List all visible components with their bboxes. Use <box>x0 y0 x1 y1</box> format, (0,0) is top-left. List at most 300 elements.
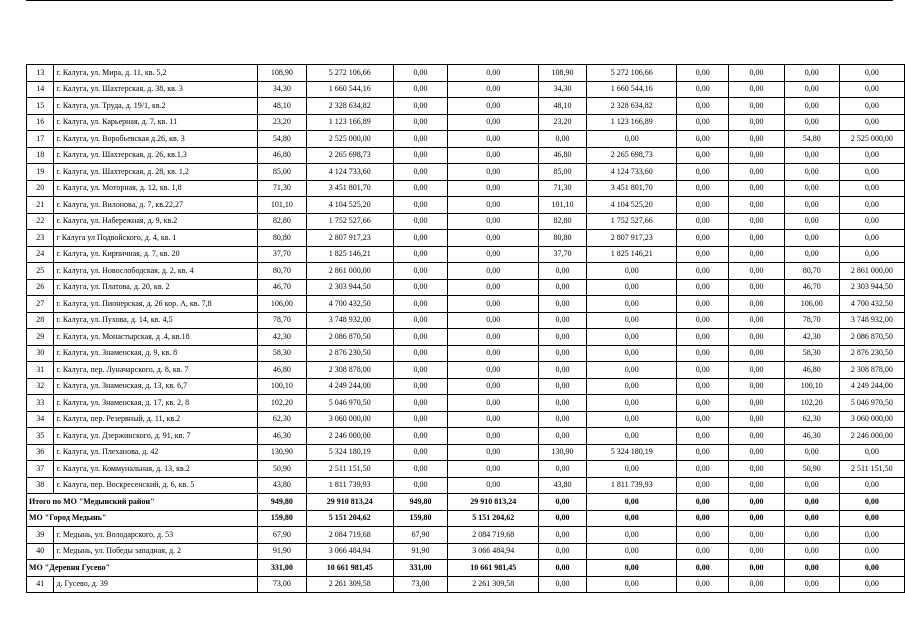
value-cell: 0,00 <box>393 362 448 379</box>
row-number: 21 <box>27 197 54 214</box>
value-cell: 0,00 <box>839 164 904 181</box>
value-cell: 0,00 <box>538 576 586 593</box>
value-cell: 46,30 <box>784 428 839 445</box>
table-row <box>27 312 905 329</box>
table-body <box>27 65 905 593</box>
value-cell: 0,00 <box>677 296 729 313</box>
value-cell: 0,00 <box>677 444 729 461</box>
value-cell: 3 748 932,00 <box>306 312 393 329</box>
table-row <box>27 345 905 362</box>
value-cell: 0,00 <box>587 428 677 445</box>
value-cell: 2 084 719,68 <box>306 527 393 544</box>
value-cell: 0,00 <box>393 180 448 197</box>
address-cell: г. Калуга, ул. Шахтерская, д. 28, кв. 1,2 <box>54 164 257 181</box>
value-cell: 0,00 <box>448 461 538 478</box>
value-cell: 0,00 <box>677 576 729 593</box>
value-cell: 0,00 <box>677 362 729 379</box>
table-row <box>27 296 905 313</box>
value-cell: 0,00 <box>839 81 904 98</box>
value-cell: 4 104 525,20 <box>587 197 677 214</box>
value-cell: 46,70 <box>257 279 306 296</box>
row-number: 20 <box>27 180 54 197</box>
group-row <box>27 510 905 527</box>
value-cell: 5 272 106,66 <box>587 65 677 82</box>
value-cell: 0,00 <box>729 411 785 428</box>
value-cell: 4 124 733,60 <box>306 164 393 181</box>
value-cell: 0,00 <box>587 329 677 346</box>
table-row <box>27 362 905 379</box>
value-cell: 0,00 <box>839 527 904 544</box>
row-number: 33 <box>27 395 54 412</box>
value-cell: 0,00 <box>784 477 839 494</box>
value-cell: 0,00 <box>538 345 586 362</box>
value-cell: 0,00 <box>784 147 839 164</box>
value-cell: 0,00 <box>729 395 785 412</box>
row-number: 28 <box>27 312 54 329</box>
address-cell: г. Калуга, ул. Новослободская, д. 2, кв. 4 <box>54 263 257 280</box>
value-cell: 2 328 634,82 <box>306 98 393 115</box>
value-cell: 0,00 <box>448 98 538 115</box>
value-cell: 2 511 151,50 <box>306 461 393 478</box>
value-cell: 82,80 <box>538 213 586 230</box>
value-cell: 0,00 <box>393 461 448 478</box>
value-cell: 73,00 <box>257 576 306 593</box>
value-cell: 0,00 <box>448 114 538 131</box>
table-row <box>27 147 905 164</box>
group-row <box>27 560 905 577</box>
value-cell: 0,00 <box>729 444 785 461</box>
value-cell: 0,00 <box>729 362 785 379</box>
value-cell: 0,00 <box>448 279 538 296</box>
value-cell: 4 104 525,20 <box>306 197 393 214</box>
value-cell: 2 861 000,00 <box>306 263 393 280</box>
value-cell: 46,80 <box>538 147 586 164</box>
value-cell: 0,00 <box>393 114 448 131</box>
value-cell: 2 265 698,73 <box>587 147 677 164</box>
table-row <box>27 477 905 494</box>
value-cell: 46,70 <box>784 279 839 296</box>
value-cell: 1 752 527,66 <box>587 213 677 230</box>
value-cell: 0,00 <box>538 279 586 296</box>
value-cell: 949,80 <box>393 494 448 511</box>
value-cell: 2 861 000,00 <box>839 263 904 280</box>
value-cell: 0,00 <box>393 395 448 412</box>
value-cell: 0,00 <box>393 312 448 329</box>
value-cell: 0,00 <box>538 510 586 527</box>
value-cell: 0,00 <box>729 494 785 511</box>
value-cell: 0,00 <box>839 180 904 197</box>
value-cell: 4 124 733,60 <box>587 164 677 181</box>
value-cell: 0,00 <box>729 461 785 478</box>
value-cell: 2 308 878,00 <box>839 362 904 379</box>
value-cell: 0,00 <box>538 362 586 379</box>
value-cell: 0,00 <box>587 378 677 395</box>
value-cell: 0,00 <box>677 329 729 346</box>
value-cell: 0,00 <box>729 345 785 362</box>
value-cell: 0,00 <box>448 180 538 197</box>
value-cell: 0,00 <box>538 560 586 577</box>
row-number: 17 <box>27 131 54 148</box>
value-cell: 0,00 <box>677 230 729 247</box>
value-cell: 0,00 <box>448 246 538 263</box>
value-cell: 0,00 <box>393 477 448 494</box>
value-cell: 0,00 <box>393 378 448 395</box>
address-cell: г. Калуга, ул. Вилонова, д. 7, кв.22,27 <box>54 197 257 214</box>
value-cell: 10 661 981,45 <box>306 560 393 577</box>
value-cell: 5 151 204,62 <box>448 510 538 527</box>
value-cell: 2 328 634,82 <box>587 98 677 115</box>
value-cell: 0,00 <box>839 246 904 263</box>
address-cell: г. Калуга, ул. Набережная, д. 9, кв.2 <box>54 213 257 230</box>
value-cell: 71,30 <box>538 180 586 197</box>
value-cell: 1 825 146,21 <box>306 246 393 263</box>
value-cell: 2 246 000,00 <box>306 428 393 445</box>
value-cell: 949,80 <box>257 494 306 511</box>
value-cell: 0,00 <box>587 494 677 511</box>
value-cell: 0,00 <box>393 329 448 346</box>
value-cell: 78,70 <box>257 312 306 329</box>
value-cell: 3 066 484,94 <box>448 543 538 560</box>
value-cell: 0,00 <box>729 147 785 164</box>
value-cell: 0,00 <box>448 428 538 445</box>
value-cell: 0,00 <box>393 296 448 313</box>
row-number: 36 <box>27 444 54 461</box>
value-cell: 2 525 000,00 <box>839 131 904 148</box>
value-cell: 0,00 <box>729 213 785 230</box>
value-cell: 0,00 <box>677 560 729 577</box>
value-cell: 2 303 944,50 <box>306 279 393 296</box>
value-cell: 29 910 813,24 <box>448 494 538 511</box>
value-cell: 0,00 <box>784 543 839 560</box>
value-cell: 1 660 544,16 <box>587 81 677 98</box>
row-number: 40 <box>27 543 54 560</box>
value-cell: 0,00 <box>729 378 785 395</box>
value-cell: 0,00 <box>393 246 448 263</box>
value-cell: 0,00 <box>839 576 904 593</box>
value-cell: 0,00 <box>677 378 729 395</box>
value-cell: 2 511 151,50 <box>839 461 904 478</box>
value-cell: 80,80 <box>257 230 306 247</box>
value-cell: 0,00 <box>729 510 785 527</box>
page-top-rule <box>26 0 893 1</box>
value-cell: 62,30 <box>257 411 306 428</box>
value-cell: 0,00 <box>393 81 448 98</box>
value-cell: 0,00 <box>729 329 785 346</box>
value-cell: 0,00 <box>448 230 538 247</box>
value-cell: 37,70 <box>257 246 306 263</box>
value-cell: 0,00 <box>784 180 839 197</box>
value-cell: 0,00 <box>729 81 785 98</box>
address-cell: г. Калуга, ул. Труда, д. 19/1, кв.2 <box>54 98 257 115</box>
table-row <box>27 527 905 544</box>
value-cell: 0,00 <box>448 164 538 181</box>
value-cell: 0,00 <box>448 444 538 461</box>
row-number: 26 <box>27 279 54 296</box>
address-cell: г. Калуга, ул. Знаменская, д. 13, кв. 6,7 <box>54 378 257 395</box>
value-cell: 0,00 <box>729 230 785 247</box>
table-row <box>27 279 905 296</box>
value-cell: 0,00 <box>677 543 729 560</box>
value-cell: 0,00 <box>448 296 538 313</box>
value-cell: 0,00 <box>677 131 729 148</box>
value-cell: 3 451 801,70 <box>587 180 677 197</box>
value-cell: 5 046 970,50 <box>839 395 904 412</box>
value-cell: 62,30 <box>784 411 839 428</box>
value-cell: 0,00 <box>538 329 586 346</box>
value-cell: 0,00 <box>784 510 839 527</box>
value-cell: 0,00 <box>538 263 586 280</box>
value-cell: 0,00 <box>677 312 729 329</box>
value-cell: 0,00 <box>448 263 538 280</box>
table-row <box>27 81 905 98</box>
value-cell: 46,30 <box>257 428 306 445</box>
address-cell: г. Медынь, ул. Победы западная, д. 2 <box>54 543 257 560</box>
address-cell: г. Калуга, ул. Кирпичная, д. 7, кв. 20 <box>54 246 257 263</box>
data-table <box>26 64 905 593</box>
table-row <box>27 164 905 181</box>
value-cell: 0,00 <box>587 345 677 362</box>
value-cell: 0,00 <box>729 560 785 577</box>
value-cell: 85,00 <box>257 164 306 181</box>
value-cell: 0,00 <box>393 279 448 296</box>
value-cell: 101,10 <box>257 197 306 214</box>
row-number: 41 <box>27 576 54 593</box>
value-cell: 0,00 <box>393 263 448 280</box>
value-cell: 2 303 944,50 <box>839 279 904 296</box>
table-row <box>27 114 905 131</box>
value-cell: 0,00 <box>729 114 785 131</box>
value-cell: 108,90 <box>538 65 586 82</box>
value-cell: 130,90 <box>538 444 586 461</box>
value-cell: 0,00 <box>538 131 586 148</box>
value-cell: 1 811 739,93 <box>587 477 677 494</box>
value-cell: 0,00 <box>677 527 729 544</box>
value-cell: 46,80 <box>257 362 306 379</box>
address-cell: г. Калуга, ул. Моторная, д. 12, кв. 1,8 <box>54 180 257 197</box>
address-cell: г. Калуга, пер. Резервный, д. 11, кв.2 <box>54 411 257 428</box>
value-cell: 0,00 <box>784 164 839 181</box>
value-cell: 0,00 <box>677 510 729 527</box>
value-cell: 2 525 000,00 <box>306 131 393 148</box>
value-cell: 67,90 <box>257 527 306 544</box>
row-number: 22 <box>27 213 54 230</box>
data-table-container <box>26 64 905 593</box>
value-cell: 2 246 000,00 <box>839 428 904 445</box>
value-cell: 0,00 <box>677 395 729 412</box>
address-cell: г. Калуга, ул. Коммунальная, д. 13, кв.2 <box>54 461 257 478</box>
value-cell: 5 324 180,19 <box>306 444 393 461</box>
row-number: 14 <box>27 81 54 98</box>
value-cell: 0,00 <box>729 263 785 280</box>
value-cell: 0,00 <box>839 444 904 461</box>
value-cell: 100,10 <box>784 378 839 395</box>
value-cell: 0,00 <box>729 197 785 214</box>
row-number: 15 <box>27 98 54 115</box>
value-cell: 43,80 <box>538 477 586 494</box>
value-cell: 0,00 <box>729 65 785 82</box>
value-cell: 0,00 <box>587 296 677 313</box>
table-row <box>27 461 905 478</box>
value-cell: 0,00 <box>587 312 677 329</box>
value-cell: 0,00 <box>839 510 904 527</box>
value-cell: 0,00 <box>587 527 677 544</box>
table-row <box>27 65 905 82</box>
value-cell: 48,10 <box>257 98 306 115</box>
value-cell: 58,30 <box>257 345 306 362</box>
value-cell: 0,00 <box>587 543 677 560</box>
value-cell: 0,00 <box>677 98 729 115</box>
value-cell: 0,00 <box>393 230 448 247</box>
table-row <box>27 444 905 461</box>
value-cell: 78,70 <box>784 312 839 329</box>
value-cell: 0,00 <box>448 378 538 395</box>
value-cell: 4 700 432,50 <box>839 296 904 313</box>
value-cell: 0,00 <box>784 197 839 214</box>
value-cell: 0,00 <box>729 164 785 181</box>
value-cell: 42,30 <box>257 329 306 346</box>
value-cell: 0,00 <box>587 395 677 412</box>
row-number: 39 <box>27 527 54 544</box>
value-cell: 0,00 <box>538 378 586 395</box>
value-cell: 5 151 204,62 <box>306 510 393 527</box>
table-row <box>27 543 905 560</box>
table-row <box>27 329 905 346</box>
table-row <box>27 180 905 197</box>
row-number: 30 <box>27 345 54 362</box>
value-cell: 3 060 000,00 <box>839 411 904 428</box>
row-number: 29 <box>27 329 54 346</box>
value-cell: 0,00 <box>677 81 729 98</box>
value-cell: 0,00 <box>393 213 448 230</box>
value-cell: 23,20 <box>257 114 306 131</box>
value-cell: 0,00 <box>677 279 729 296</box>
value-cell: 0,00 <box>677 246 729 263</box>
value-cell: 0,00 <box>587 560 677 577</box>
value-cell: 91,90 <box>393 543 448 560</box>
value-cell: 80,80 <box>538 230 586 247</box>
address-cell: г. Калуга, ул. Шахтерская, д. 38, кв. 3 <box>54 81 257 98</box>
value-cell: 0,00 <box>448 131 538 148</box>
value-cell: 0,00 <box>729 527 785 544</box>
address-cell: г. Калуга, ул. Пионерская, д. 26 кор. А, кв. 7,8 <box>54 296 257 313</box>
value-cell: 0,00 <box>729 543 785 560</box>
table-row <box>27 411 905 428</box>
value-cell: 0,00 <box>784 444 839 461</box>
value-cell: 0,00 <box>448 81 538 98</box>
value-cell: 2 807 917,23 <box>306 230 393 247</box>
value-cell: 0,00 <box>677 164 729 181</box>
table-row <box>27 197 905 214</box>
value-cell: 0,00 <box>538 411 586 428</box>
value-cell: 1 123 166,89 <box>306 114 393 131</box>
value-cell: 42,30 <box>784 329 839 346</box>
value-cell: 0,00 <box>677 411 729 428</box>
table-row <box>27 213 905 230</box>
value-cell: 0,00 <box>784 576 839 593</box>
value-cell: 0,00 <box>784 65 839 82</box>
table-row <box>27 428 905 445</box>
value-cell: 0,00 <box>587 576 677 593</box>
value-cell: 2 265 698,73 <box>306 147 393 164</box>
value-cell: 29 910 813,24 <box>306 494 393 511</box>
table-row <box>27 576 905 593</box>
value-cell: 2 086 870,50 <box>306 329 393 346</box>
value-cell: 0,00 <box>784 114 839 131</box>
value-cell: 23,20 <box>538 114 586 131</box>
value-cell: 3 451 801,70 <box>306 180 393 197</box>
value-cell: 0,00 <box>587 411 677 428</box>
value-cell: 106,00 <box>784 296 839 313</box>
value-cell: 0,00 <box>839 98 904 115</box>
group-label: МО "Город Медынь" <box>27 510 258 527</box>
value-cell: 0,00 <box>393 197 448 214</box>
value-cell: 0,00 <box>587 279 677 296</box>
value-cell: 0,00 <box>839 494 904 511</box>
value-cell: 0,00 <box>677 65 729 82</box>
value-cell: 50,90 <box>784 461 839 478</box>
row-number: 25 <box>27 263 54 280</box>
value-cell: 0,00 <box>784 246 839 263</box>
value-cell: 2 261 309,58 <box>448 576 538 593</box>
value-cell: 0,00 <box>448 65 538 82</box>
value-cell: 71,30 <box>257 180 306 197</box>
value-cell: 0,00 <box>784 230 839 247</box>
value-cell: 0,00 <box>839 65 904 82</box>
value-cell: 0,00 <box>448 147 538 164</box>
value-cell: 34,30 <box>257 81 306 98</box>
value-cell: 1 752 527,66 <box>306 213 393 230</box>
value-cell: 3 748 932,00 <box>839 312 904 329</box>
value-cell: 43,80 <box>257 477 306 494</box>
value-cell: 0,00 <box>538 296 586 313</box>
address-cell: г. Калуга, пер. Луначарского, д. 8, кв. 7 <box>54 362 257 379</box>
value-cell: 0,00 <box>587 263 677 280</box>
value-cell: 0,00 <box>729 279 785 296</box>
value-cell: 80,70 <box>784 263 839 280</box>
value-cell: 106,00 <box>257 296 306 313</box>
value-cell: 0,00 <box>448 411 538 428</box>
value-cell: 0,00 <box>393 411 448 428</box>
value-cell: 102,20 <box>257 395 306 412</box>
value-cell: 0,00 <box>677 114 729 131</box>
value-cell: 0,00 <box>839 197 904 214</box>
address-cell: г Калуга ул Подвойского, д. 4, кв. 1 <box>54 230 257 247</box>
value-cell: 1 660 544,16 <box>306 81 393 98</box>
value-cell: 100,10 <box>257 378 306 395</box>
value-cell: 54,80 <box>257 131 306 148</box>
value-cell: 0,00 <box>677 494 729 511</box>
value-cell: 5 272 106,66 <box>306 65 393 82</box>
value-cell: 0,00 <box>839 477 904 494</box>
total-label: Итого по МО "Медынский район" <box>27 494 258 511</box>
address-cell: г. Медынь, ул. Володарского, д. 53 <box>54 527 257 544</box>
value-cell: 0,00 <box>729 428 785 445</box>
value-cell: 0,00 <box>448 329 538 346</box>
value-cell: 0,00 <box>538 428 586 445</box>
value-cell: 0,00 <box>784 213 839 230</box>
row-number: 13 <box>27 65 54 82</box>
value-cell: 34,30 <box>538 81 586 98</box>
value-cell: 0,00 <box>393 65 448 82</box>
address-cell: г. Калуга, ул. Знаменская, д. 17, кв. 2, 8 <box>54 395 257 412</box>
value-cell: 0,00 <box>448 213 538 230</box>
value-cell: 82,80 <box>257 213 306 230</box>
value-cell: 2 807 917,23 <box>587 230 677 247</box>
row-number: 16 <box>27 114 54 131</box>
value-cell: 101,10 <box>538 197 586 214</box>
value-cell: 0,00 <box>677 197 729 214</box>
value-cell: 0,00 <box>448 395 538 412</box>
